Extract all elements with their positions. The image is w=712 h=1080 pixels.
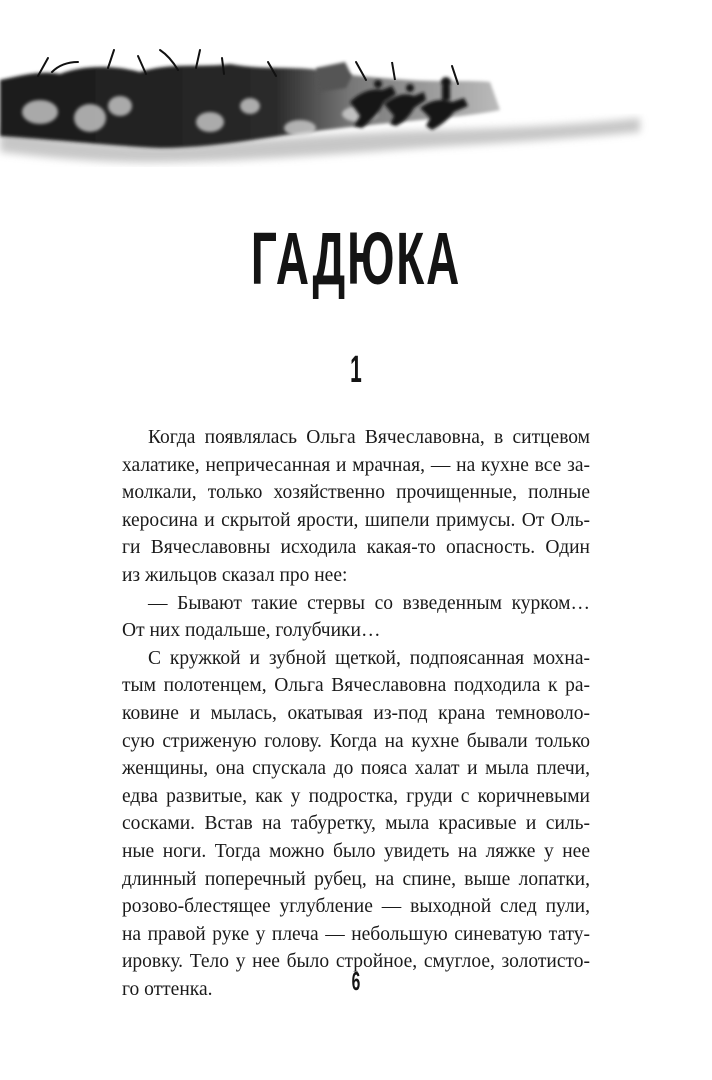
text-line: ные ноги. Тогда можно было увидеть на ляжке у нее <box>122 840 590 862</box>
chapter-title: ГАДЮКА <box>250 217 462 300</box>
text-line: ковине и мылась, окатывая из-под крана темноволо- <box>122 702 590 724</box>
text-line: халатике, непричесанная и мрачная, — на кухне все за- <box>122 454 590 476</box>
chapter-number: 1 <box>350 349 362 391</box>
text-line: сую стриженую голову. Когда на кухне бывали только <box>122 730 590 752</box>
body-text <box>122 424 590 1003</box>
cavalry-illustration-icon <box>0 40 712 180</box>
text-line: тым полотенцем, Ольга Вячеславовна подходила к ра- <box>122 675 590 697</box>
cavalry-charge-illustration <box>0 40 712 180</box>
text-line: От них подальше, голубчики… <box>122 620 381 642</box>
text-line: — Бывают такие стервы со взведенным курком… <box>148 592 590 614</box>
text-line: С кружкой и зубной щеткой, подпоясанная мохна- <box>148 647 590 669</box>
text-line: сосками. Встав на табуретку, мыла красивые и силь- <box>122 813 590 835</box>
text-line: ировку. Тело у нее было стройное, смуглое, золотисто- <box>122 951 590 973</box>
text-line: го оттенка. <box>122 978 213 1000</box>
text-line: ги Вячеславовны исходила какая-то опасность. Один <box>122 537 590 559</box>
text-line: Когда появлялась Ольга Вячеславовна, в ситцевом <box>148 427 590 448</box>
text-line: из жильцов сказал про нее: <box>122 564 348 586</box>
text-line: длинный поперечный рубец, на спине, выше лопатки, <box>122 868 590 890</box>
text-line: женщины, она спускала до пояса халат и мыла плечи, <box>122 758 590 780</box>
text-line: керосина и скрытой ярости, шипели примусы. От Оль- <box>122 509 590 531</box>
text-line: на правой руке у плеча — небольшую синеватую тату- <box>122 923 590 945</box>
page-number: 6 <box>351 966 361 996</box>
text-line: молкали, только хозяйственно прочищенные, полные <box>122 482 590 504</box>
text-line: розово-блестящее углубление — выходной след пули, <box>122 896 590 918</box>
text-line: едва развитые, как у подростка, груди с коричневыми <box>122 785 590 807</box>
